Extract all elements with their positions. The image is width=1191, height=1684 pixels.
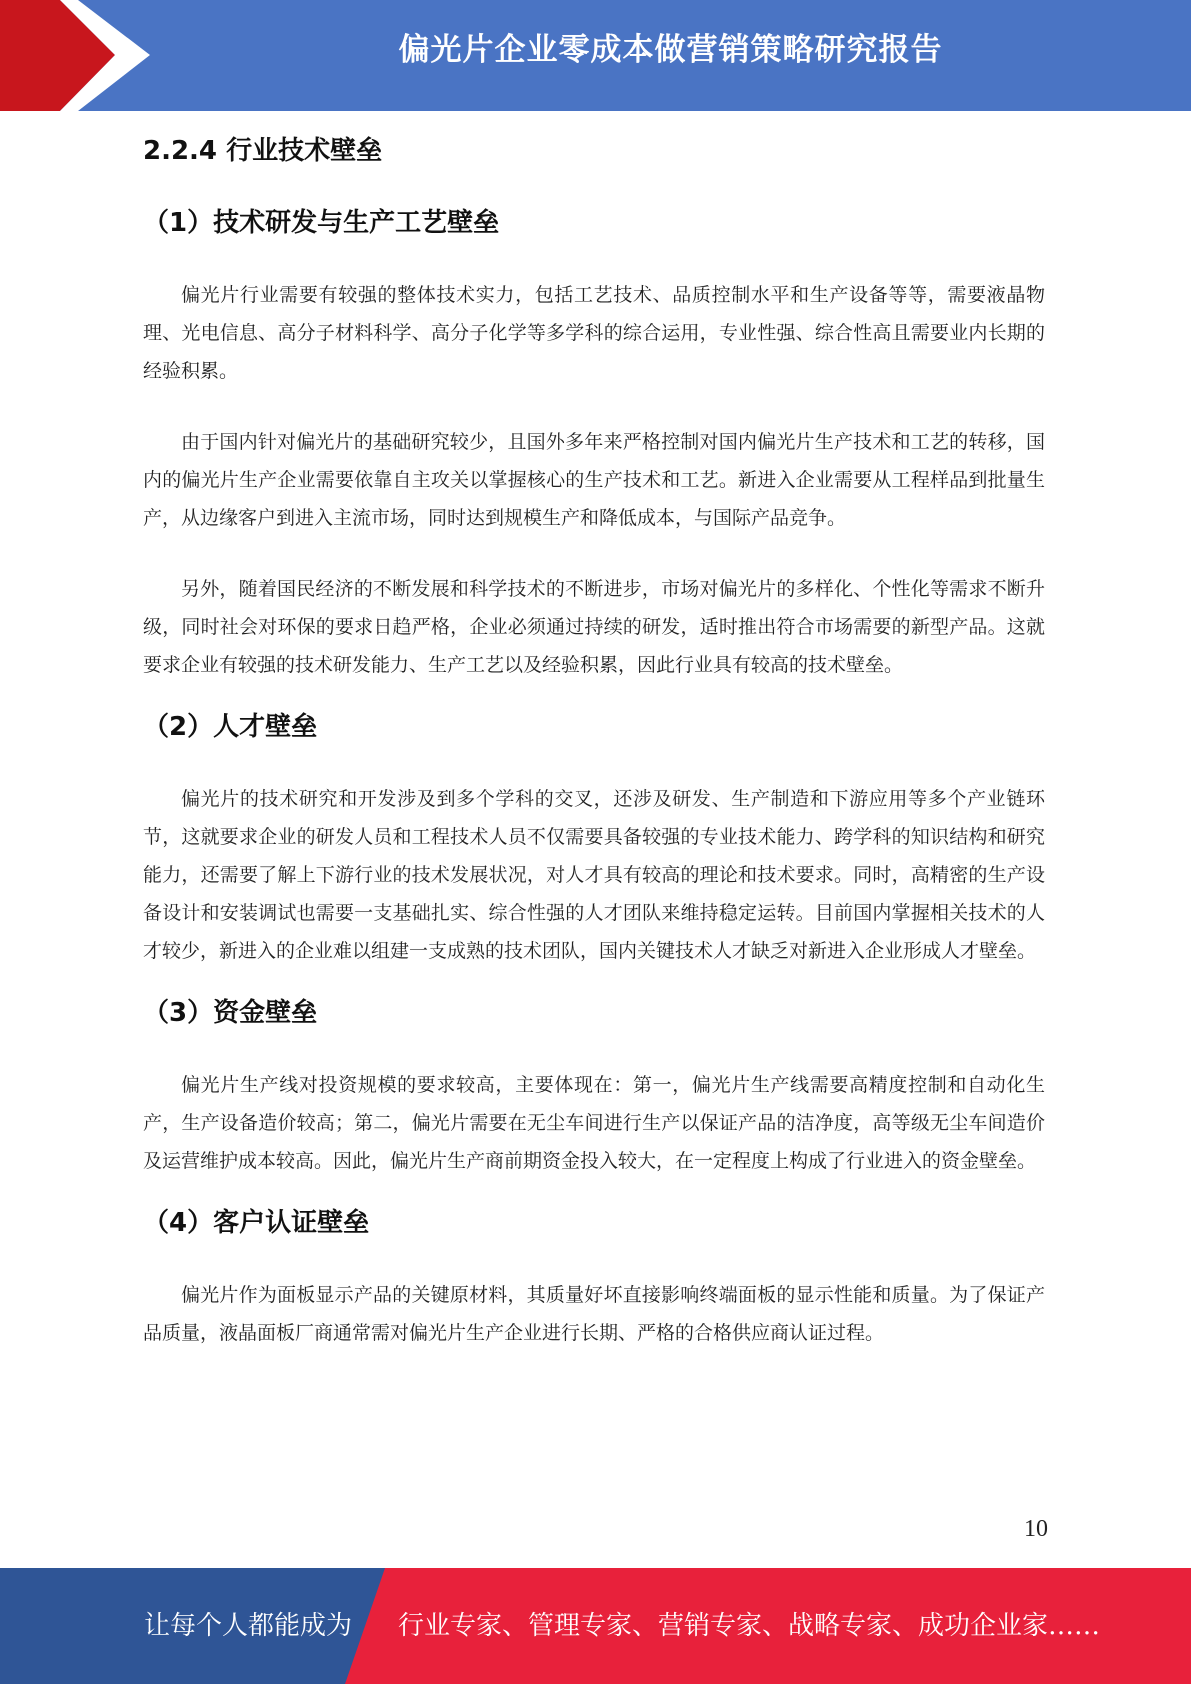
footer-slogan-right: 行业专家、管理专家、营销专家、战略专家、成功企业家……	[398, 1611, 1101, 1641]
paragraph: 由于国内针对偏光片的基础研究较少，且国外多年来严格控制对国内偏光片生产技术和工艺的转移，国内的偏光片生产企业需要依靠自主攻关以掌握核心的生产技术和工艺。新进入企业需要从工程样品到批量生产，从边缘客户到进入主流市场，同时达到规模生产和降低成本，与国际产品竞争。	[143, 431, 1045, 529]
section-title: 2.2.4 行业技术壁垒	[143, 136, 383, 166]
subsection-title-talent: （2）人才壁垒	[143, 712, 318, 742]
paragraph: 另外，随着国民经济的不断发展和科学技术的不断进步，市场对偏光片的多样化、个性化等需求不断升级，同时社会对环保的要求日趋严格，企业必须通过持续的研发，适时推出符合市场需要的新型产品。这就要求企业有较强的技术研发能力、生产工艺以及经验积累，因此行业具有较高的技术壁垒。	[143, 578, 1045, 676]
paragraph: 偏光片生产线对投资规模的要求较高，主要体现在：第一，偏光片生产线需要高精度控制和自动化生产，生产设备造价较高；第二，偏光片需要在无尘车间进行生产以保证产品的洁净度，高等级无尘车间造价及运营维护成本较高。因此，偏光片生产商前期资金投入较大，在一定程度上构成了行业进入的资金壁垒。	[143, 1074, 1045, 1172]
header-arrow-decoration	[0, 0, 160, 111]
subsection-title-tech: （1）技术研发与生产工艺壁垒	[143, 208, 500, 238]
paragraph: 偏光片作为面板显示产品的关键原材料，其质量好坏直接影响终端面板的显示性能和质量。为了保证产品质量，液晶面板厂商通常需对偏光片生产企业进行长期、严格的合格供应商认证过程。	[143, 1284, 1045, 1344]
paragraph: 偏光片行业需要有较强的整体技术实力，包括工艺技术、品质控制水平和生产设备等等，需要液晶物理、光电信息、高分子材料科学、高分子化学等多学科的综合运用，专业性强、综合性高且需要业内长期的经验积累。	[143, 284, 1045, 382]
subsection-title-customer: （4）客户认证壁垒	[143, 1208, 370, 1238]
page-header	[0, 0, 1191, 111]
subsection-title-capital: （3）资金壁垒	[143, 998, 318, 1028]
paragraph: 偏光片的技术研究和开发涉及到多个学科的交叉，还涉及研发、生产制造和下游应用等多个产业链环节，这就要求企业的研发人员和工程技术人员不仅需要具备较强的专业技术能力、跨学科的知识结构和研究能力，还需要了解上下游行业的技术发展状况，对人才具有较高的理论和技术要求。同时，高精密的生产设备设计和安装调试也需要一支基础扎实、综合性强的人才团队来维持稳定运转。目前国内掌握相关技术的人才较少，新进入的企业难以组建一支成熟的技术团队，国内关键技术人才缺乏对新进入企业形成人才壁垒。	[143, 788, 1045, 962]
page-number: 10	[1024, 1516, 1048, 1542]
footer-slogan-left: 让每个人都能成为	[144, 1611, 353, 1641]
report-title: 偏光片企业零成本做营销策略研究报告	[398, 32, 943, 68]
page-content	[143, 126, 1045, 1352]
page-footer	[0, 1568, 1191, 1684]
